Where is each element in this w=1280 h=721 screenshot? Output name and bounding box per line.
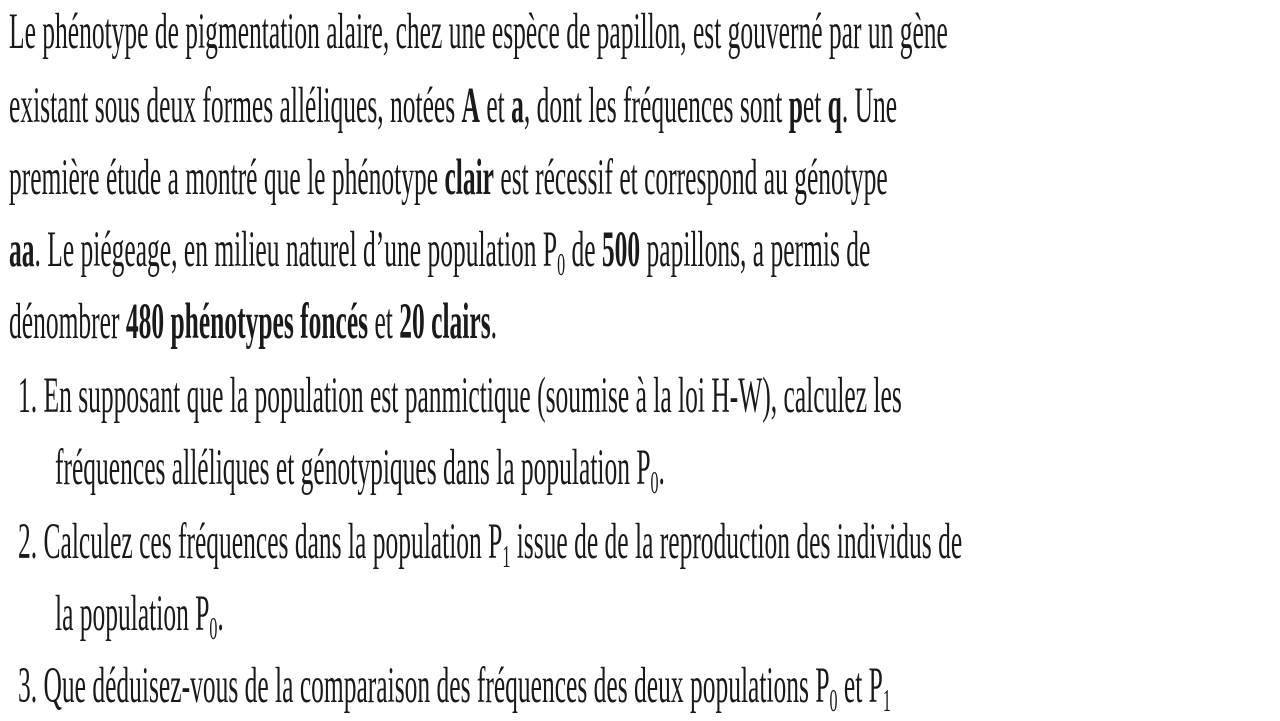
subscript: 1 [502,538,511,574]
intro-text: . Le piégeage, en milieu naturel d’une population P [34,222,558,278]
intro-text: et [479,78,512,134]
genotype-aa: aa [9,222,35,278]
subscript: 1 [882,682,891,718]
question-text: 2. Calculez ces fréquences dans la population P [18,514,503,570]
intro-text: . Une [841,78,898,134]
intro-text: et [368,294,400,350]
intro-text: existant sous deux formes alléliques, notées [9,78,462,134]
question-text: la population P [55,586,210,642]
intro-line-5 [9,292,497,352]
question-text: fréquences alléliques et génotypiques dans la population P [55,440,651,496]
intro-text: est récessif et correspond au génotype [494,150,888,206]
question-text: . [658,440,665,496]
question-text: et P [837,658,883,714]
intro-text: . [490,294,497,350]
light-count: 20 clairs [399,294,491,350]
allele-A: A [461,78,480,134]
question-1 [18,366,902,426]
subscript: 0 [829,682,838,718]
intro-line-1 [9,2,948,62]
question-2-continued [55,584,224,644]
intro-text: de [565,222,602,278]
intro-text: papillons, a permis de [640,222,871,278]
question-1-continued [55,438,665,498]
intro-text: , dont les fréquences sont [523,78,789,134]
intro-line-4 [9,220,870,280]
subscript: 0 [650,464,659,500]
subscript: 0 [557,246,566,282]
question-text: 3. Que déduisez-vous de la comparaison des fréquences des deux populations P [18,658,830,714]
intro-line-2 [9,76,897,136]
question-3 [18,656,891,716]
dark-count: 480 phénotypes foncés [125,294,369,350]
intro-text: dénombrer [9,294,126,350]
population-size: 500 [601,222,641,278]
phenotype-clair: clair [444,150,495,206]
frequency-p: p [788,78,803,134]
question-text: issue de de la reproduction des individus de [510,514,963,570]
allele-a: a [511,78,524,134]
frequency-q: q [827,78,842,134]
subscript: 0 [209,610,218,646]
intro-text: Le phénotype de pigmentation alaire, chez une espèce de papillon, est gouverné par un gène [9,4,948,60]
question-text: . [217,586,224,642]
intro-line-3 [9,148,888,208]
intro-text: première étude a montré que le phénotype [9,150,445,206]
intro-text: et [802,78,828,134]
question-text: 1. En supposant que la population est panmictique (soumise à la loi H-W), calculez les [18,368,902,424]
question-2 [18,512,962,572]
